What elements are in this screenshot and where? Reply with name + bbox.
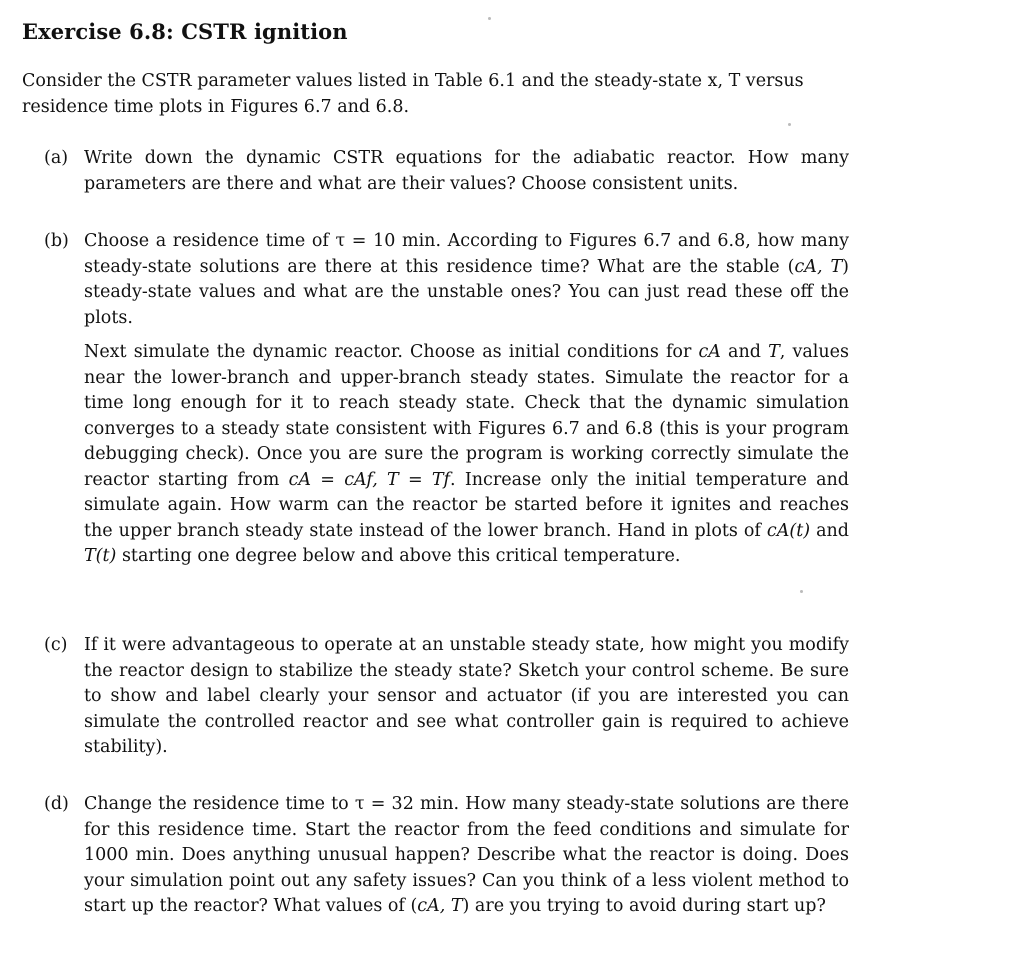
math-T: T bbox=[768, 342, 780, 362]
math-cA: cA bbox=[698, 342, 721, 362]
part-c-text: If it were advantageous to operate at an unstable steady state, how might you modify the reactor design to stabilize the steady state? Sketch your control scheme. Be sure to show and label clearly your sensor and actuator (if you are interested you can simulate the controlled reactor and see what controller gain is required to achieve stability). bbox=[84, 635, 849, 757]
part-a-marker: (a) bbox=[44, 148, 69, 168]
math-cA-T-pair: cA, T bbox=[794, 256, 843, 277]
part-a-text: Write down the dynamic CSTR equations for the adiabatic reactor. How many parameters are there and what are their values? Choose consistent units. bbox=[84, 148, 849, 194]
part-b bbox=[44, 229, 849, 570]
part-c-marker: (c) bbox=[44, 635, 68, 655]
part-b-paragraph-1 bbox=[84, 229, 849, 331]
part-b-marker: (b) bbox=[44, 231, 69, 251]
part-d-seg1: Change the residence time to τ = 32 min. How many steady-state solutions are there for this residence time. Start the reactor from the feed conditions and simulate for 1000 min. Does anything unusual happen? Describe what the reactor is doing. Does your simulation point out any safety issues? Can you think of a less violent method to start up the reactor? What values of ( bbox=[84, 794, 849, 916]
part-a bbox=[44, 146, 849, 197]
scan-speck bbox=[488, 17, 491, 20]
exercise-title: Exercise 6.8: CSTR ignition bbox=[22, 19, 348, 44]
part-b-p2-seg4: . Increase only the initial temperature and simulate again. How warm can the reactor be started before it ignites and reaches the upper branch steady state instead of the lower branch. Hand in plots of bbox=[84, 469, 849, 541]
part-b-p1-seg2: ) steady-state values and what are the unstable ones? You can just read these off the plots. bbox=[84, 256, 849, 328]
math-cA-of-t: cA(t) bbox=[766, 520, 811, 541]
part-b-p2-seg1: Next simulate the dynamic reactor. Choose as initial conditions for bbox=[84, 342, 699, 362]
intro-text: Consider the CSTR parameter values listed in Table 6.1 and the steady-state x, T versus residence time plots in Figures 6.7 and 6.8. bbox=[22, 71, 804, 117]
part-b-p2-seg5: and bbox=[810, 520, 849, 541]
part-d-text bbox=[84, 792, 849, 920]
part-b-p2-seg3: , values near the lower-branch and upper-branch steady states. Simulate the reactor for a time long enough for it to reach steady state. Check that the dynamic simulation converges to a steady state consistent with Figures 6.7 and 6.8 (this is your program debugging check). Once you are sure the program is working correctly simulate the reactor starting from bbox=[84, 342, 849, 490]
part-b-p2-seg2: and bbox=[720, 342, 769, 362]
exercise-intro bbox=[22, 69, 862, 120]
math-T-of-t: T(t) bbox=[84, 546, 117, 566]
part-b-p2-seg6: starting one degree below and above this critical temperature. bbox=[116, 546, 681, 566]
part-b-paragraph-2 bbox=[84, 340, 849, 570]
part-d-seg2: ) are you trying to avoid during start up? bbox=[462, 896, 826, 916]
part-d-marker: (d) bbox=[44, 794, 69, 814]
part-d bbox=[44, 792, 849, 920]
part-b-p1-seg1: Choose a residence time of τ = 10 min. According to Figures 6.7 and 6.8, how many steady-state solutions are there at this residence time? What are the stable ( bbox=[84, 231, 849, 277]
part-c bbox=[44, 633, 849, 761]
math-cA-T-pair-d: cA, T bbox=[417, 896, 463, 916]
math-feed-condition: cA = cAf, T = Tf bbox=[288, 469, 451, 490]
scan-speck bbox=[788, 123, 791, 126]
scan-speck bbox=[800, 590, 803, 593]
